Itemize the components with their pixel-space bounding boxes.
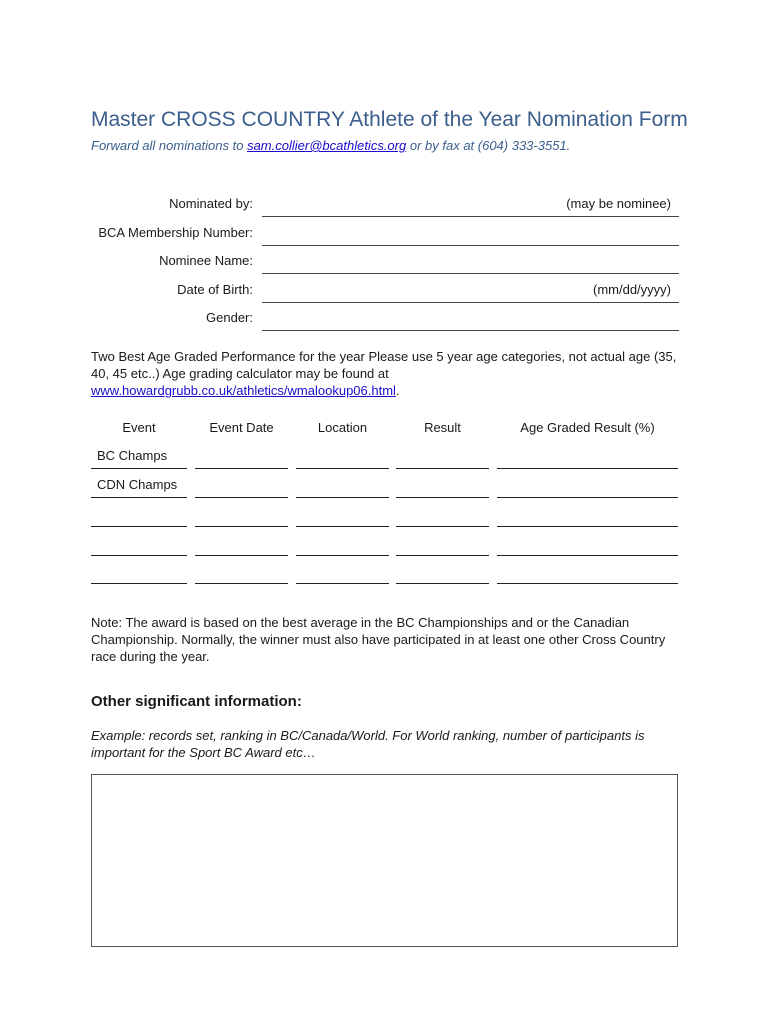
other-info-example: Example: records set, ranking in BC/Canada/World. For World ranking, number of participants is important for the Sport BC Award etc…	[91, 728, 645, 760]
column-header-event-date: Event Date	[209, 420, 274, 435]
table-cell-line[interactable]	[296, 526, 389, 527]
form-subtitle	[91, 138, 570, 153]
table-cell-line[interactable]	[396, 468, 489, 469]
table-cell-line[interactable]	[296, 583, 389, 584]
table-cell-line[interactable]	[497, 526, 678, 527]
table-cell-line[interactable]	[195, 526, 288, 527]
table-cell-line[interactable]	[497, 497, 678, 498]
calculator-link[interactable]: www.howardgrubb.co.uk/athletics/wmalookup06.html	[91, 383, 396, 398]
column-header-age-graded-result: Age Graded Result (%)	[520, 420, 655, 435]
table-cell-line[interactable]	[195, 468, 288, 469]
table-cell-line[interactable]	[296, 497, 389, 498]
table-cell-line[interactable]	[497, 583, 678, 584]
table-cell-line[interactable]	[91, 497, 187, 498]
bca-membership-label: BCA Membership Number:	[98, 225, 253, 240]
column-header-event: Event	[122, 420, 156, 435]
column-header-result: Result	[424, 420, 461, 435]
table-cell-line[interactable]	[195, 555, 288, 556]
gender-label: Gender:	[206, 310, 253, 325]
column-header-location: Location	[317, 420, 368, 435]
table-cell-line[interactable]	[296, 468, 389, 469]
date-of-birth-field[interactable]	[262, 302, 679, 303]
table-cell-line[interactable]	[91, 583, 187, 584]
performance-intro	[91, 348, 691, 399]
nominated-by-label: Nominated by:	[169, 196, 253, 211]
bca-membership-field[interactable]	[262, 245, 679, 246]
performance-intro-text: Two Best Age Graded Performance for the year Please use 5 year age categories, not actual age (35, 40, 45 etc..) Age grading calculator may be found at	[91, 349, 677, 381]
date-of-birth-hint: (mm/dd/yyyy)	[593, 282, 671, 297]
gender-field[interactable]	[262, 330, 679, 331]
other-info-textbox[interactable]	[91, 774, 678, 947]
table-cell-line[interactable]	[91, 468, 187, 469]
table-cell-line[interactable]	[91, 555, 187, 556]
table-cell-line[interactable]	[195, 497, 288, 498]
row-label-bc-champs: BC Champs	[97, 448, 168, 463]
table-cell-line[interactable]	[91, 526, 187, 527]
table-cell-line[interactable]	[497, 555, 678, 556]
other-info-heading: Other significant information:	[91, 693, 302, 710]
email-link[interactable]: sam.collier@bcathletics.org	[247, 138, 407, 153]
nominated-by-field[interactable]	[262, 216, 679, 217]
subtitle-prefix: Forward all nominations to	[91, 138, 248, 153]
performance-intro-suffix: .	[395, 383, 400, 398]
table-cell-line[interactable]	[195, 583, 288, 584]
form-title: Master CROSS COUNTRY Athlete of the Year Nomination Form	[91, 108, 688, 131]
table-cell-line[interactable]	[497, 468, 678, 469]
table-cell-line[interactable]	[396, 555, 489, 556]
subtitle-suffix: or by fax at (604) 333-3551.	[406, 138, 571, 153]
nominee-name-field[interactable]	[262, 273, 679, 274]
award-note: Note: The award is based on the best average in the BC Championships and or the Canadian Championship. Normally, the winner must also have participated in at least one other Cross Country race during the year.	[91, 615, 666, 664]
table-cell-line[interactable]	[396, 583, 489, 584]
table-cell-line[interactable]	[396, 497, 489, 498]
row-label-cdn-champs: CDN Champs	[97, 477, 178, 492]
nominee-name-label: Nominee Name:	[159, 253, 253, 268]
table-cell-line[interactable]	[296, 555, 389, 556]
nominated-by-hint: (may be nominee)	[566, 196, 671, 211]
table-cell-line[interactable]	[396, 526, 489, 527]
date-of-birth-label: Date of Birth:	[177, 282, 253, 297]
